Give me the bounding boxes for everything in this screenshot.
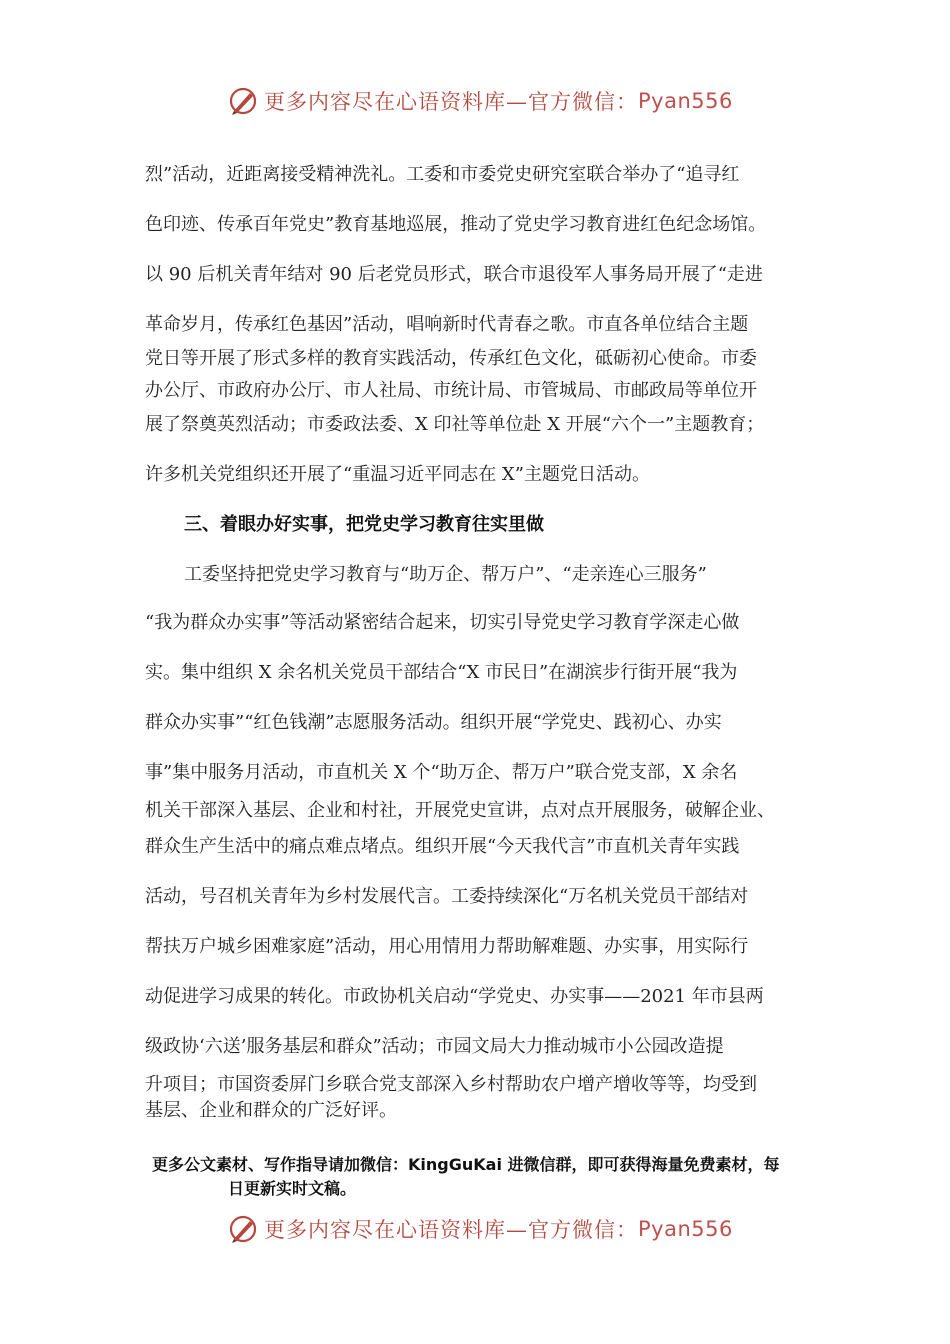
banner-text: 更多内容尽在心语资料库—官方微信： [264,1218,638,1242]
footer-note-line: 更多公文素材、写作指导请加微信：KingGuKai 进微信群，即可获得海量免费素材，每 [152,1155,780,1174]
section-heading: 三、着眼办好实事，把党史学习教育往实里做 [184,514,544,535]
body-line: 基层、企业和群众的广泛好评。 [145,1100,397,1121]
body-line: 展了祭奠英烈活动；市委政法委、X 印社等单位赴 X 开展“六个一”主题教育； [145,414,765,435]
body-line: 实。集中组织 X 余名机关党员干部结合“X 市民日”在湖滨步行街开展“我为 [145,662,738,683]
footer-note-line: 日更新实时文稿。 [228,1179,357,1198]
body-line: 以 90 后机关青年结对 90 后老党员形式，联合市退役军人事务局开展了“走进 [145,264,763,285]
body-line: 机关干部深入基层、企业和村社，开展党史宣讲，点对点开展服务，破解企业、 [145,800,775,821]
pen-logo-icon [228,1214,258,1244]
body-line: 烈”活动，近距离接受精神洗礼。工委和市委党史研究室联合举办了“追寻红 [145,164,740,185]
body-line: 色印迹、传承百年党史”教育基地巡展，推动了党史学习教育进红色纪念场馆。 [145,214,767,235]
body-line: 许多机关党组织还开展了“重温习近平同志在 X”主题党日活动。 [145,464,650,485]
body-line: 帮扶万户城乡困难家庭”活动，用心用情用力帮助解难题、办实事，用实际行 [145,936,749,957]
banner-handle: Pyan556 [638,89,733,113]
body-line: 活动，号召机关青年为乡村发展代言。工委持续深化“万名机关党员干部结对 [145,886,749,907]
body-line: 办公厅、市政府办公厅、市人社局、市统计局、市管城局、市邮政局等单位开 [145,380,757,401]
body-line: 级政协‘六送’服务基层和群众”活动；市园文局大力推动城市小公园改造提 [145,1036,724,1057]
top-banner [228,86,733,116]
body-line: 动促进学习成果的转化。市政协机关启动“学党史、办实事——2021 年市县两 [145,986,764,1007]
body-line: “我为群众办实事”等活动紧密结合起来，切实引导党史学习教育学深走心做 [145,612,740,633]
banner-text: 更多内容尽在心语资料库—官方微信： [264,90,638,114]
body-line: 群众办实事”“红色钱潮”志愿服务活动。组织开展“学党史、践初心、办实 [145,712,722,733]
body-line: 事”集中服务月活动，市直机关 X 个“助万企、帮万户”联合党支部，X 余名 [145,762,738,783]
banner-handle: Pyan556 [638,1217,733,1241]
body-line: 升项目；市国资委屏门乡联合党支部深入乡村帮助农户增产增收等等，均受到 [145,1074,757,1095]
body-line: 党日等开展了形式多样的教育实践活动，传承红色文化，砥砺初心使命。市委 [145,348,757,369]
bottom-banner [228,1214,733,1244]
body-line: 群众生产生活中的痛点难点堵点。组织开展“今天我代言”市直机关青年实践 [145,836,740,857]
body-line: 革命岁月，传承红色基因”活动，唱响新时代青春之歌。市直各单位结合主题 [145,314,749,335]
pen-logo-icon [228,86,258,116]
body-line: 工委坚持把党史学习教育与“助万企、帮万户”、“走亲连心三服务” [184,564,707,585]
